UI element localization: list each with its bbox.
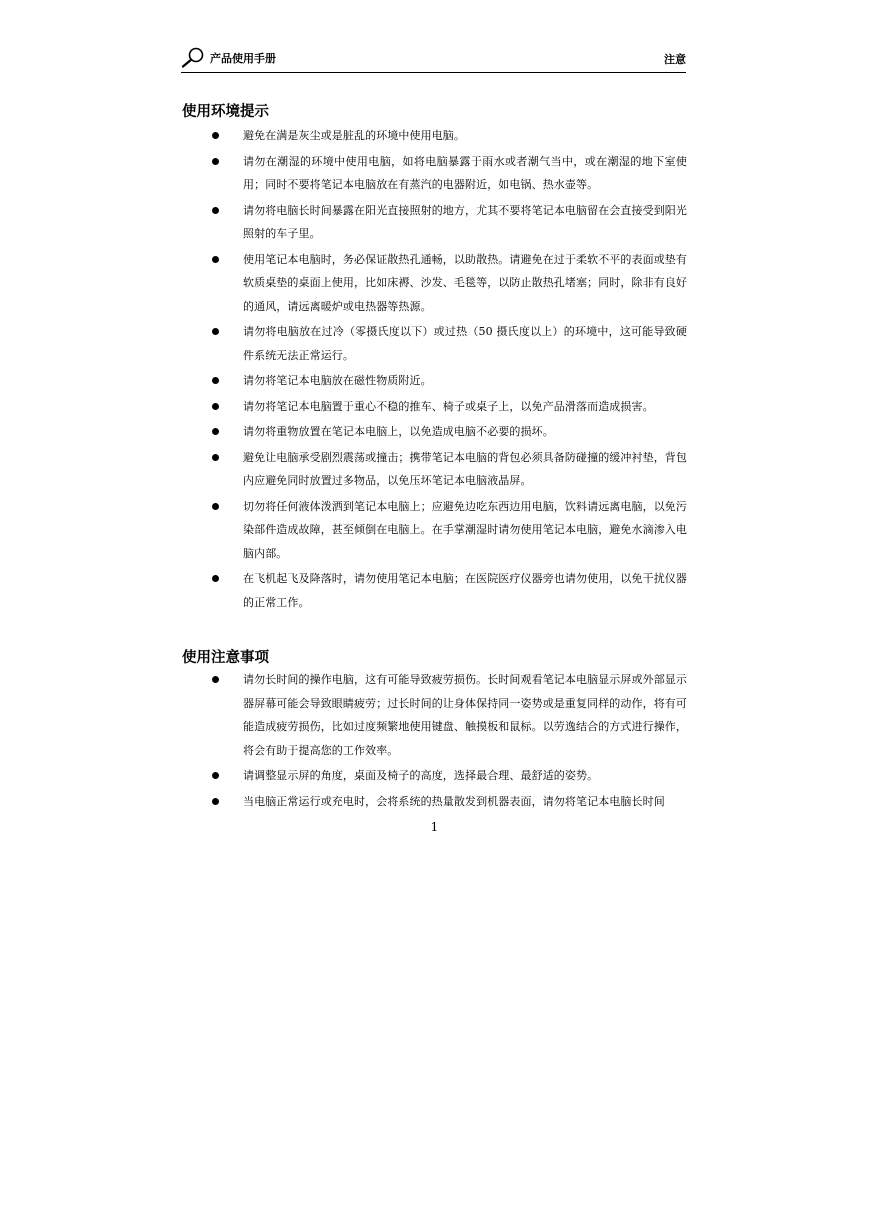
list-item: 请调整显示屏的角度，桌面及椅子的高度，选择最合理、最舒适的姿势。: [182, 764, 687, 788]
bullet-icon: [212, 207, 219, 214]
bullet-icon: [212, 798, 219, 805]
list-item: 避免让电脑承受剧烈震荡或撞击；携带笔记本电脑的背包必须具备防碰撞的缓冲衬垫，背包内应避免同时放置过多物品，以免压坏笔记本电脑液晶屏。: [182, 446, 687, 493]
page-number: 1: [430, 820, 439, 834]
manual-title: 产品使用手册: [210, 52, 276, 65]
list-item: 当电脑正常运行或充电时，会将系统的热量散发到机器表面，请勿将笔记本电脑长时间: [182, 790, 687, 814]
list-item: 请勿在潮湿的环境中使用电脑，如将电脑暴露于雨水或者潮气当中，或在潮湿的地下室使用；同时不要将笔记本电脑放在有蒸汽的电器附近，如电锅、热水壶等。: [182, 150, 687, 197]
section-label: 注意: [664, 53, 686, 66]
magnifier-icon: [181, 46, 205, 68]
bullet-icon: [212, 132, 219, 139]
section-title-precautions: 使用注意事项: [182, 650, 269, 666]
section-title-environment: 使用环境提示: [182, 104, 269, 120]
bullet-icon: [212, 503, 219, 510]
list-item: 在飞机起飞及降落时，请勿使用笔记本电脑；在医院医疗仪器旁也请勿使用，以免干扰仪器的正常工作。: [182, 567, 687, 614]
bullet-icon: [212, 575, 219, 582]
list-item: 请勿将电脑放在过冷（零摄氏度以下）或过热（50 摄氏度以上）的环境中，这可能导致硬件系统无法正常运行。: [182, 320, 687, 367]
list-item: 请勿长时间的操作电脑，这有可能导致疲劳损伤。长时间观看笔记本电脑显示屏或外部显示器屏幕可能会导致眼睛疲劳；过长时间的让身体保持同一姿势或是重复同样的动作，将有可能造成疲劳损伤，比如过度频繁地使用键盘、触摸板和鼠标。以劳逸结合的方式进行操作，将会有助于提高您的工作效率。: [182, 668, 687, 762]
page-header: [181, 44, 686, 73]
bullet-icon: [212, 454, 219, 461]
bullet-icon: [212, 772, 219, 779]
list-item: 请勿将笔记本电脑放在磁性物质附近。: [182, 369, 687, 393]
bullet-icon: [212, 676, 219, 683]
bullet-icon: [212, 377, 219, 384]
environment-tips-list: [182, 124, 687, 616]
bullet-icon: [212, 328, 219, 335]
bullet-icon: [212, 403, 219, 410]
list-item: 使用笔记本电脑时，务必保证散热孔通畅，以助散热。请避免在过于柔软不平的表面或垫有软质桌垫的桌面上使用，比如床褥、沙发、毛毯等，以防止散热孔堵塞；同时，除非有良好的通风，请远离暖炉或电热器等热源。: [182, 248, 687, 319]
bullet-icon: [212, 428, 219, 435]
bullet-icon: [212, 256, 219, 263]
list-item: 避免在满是灰尘或是脏乱的环境中使用电脑。: [182, 124, 687, 148]
list-item: 请勿将笔记本电脑置于重心不稳的推车、椅子或桌子上，以免产品滑落而造成损害。: [182, 395, 687, 419]
list-item: 请勿将重物放置在笔记本电脑上，以免造成电脑不必要的损坏。: [182, 420, 687, 444]
bullet-icon: [212, 158, 219, 165]
list-item: 请勿将电脑长时间暴露在阳光直接照射的地方，尤其不要将笔记本电脑留在会直接受到阳光照射的车子里。: [182, 199, 687, 246]
precautions-list: [182, 668, 687, 815]
list-item: 切勿将任何液体泼洒到笔记本电脑上；应避免边吃东西边用电脑，饮料请远离电脑，以免污染部件造成故障，甚至倾倒在电脑上。在手掌潮湿时请勿使用笔记本电脑，避免水滴渗入电脑内部。: [182, 495, 687, 566]
